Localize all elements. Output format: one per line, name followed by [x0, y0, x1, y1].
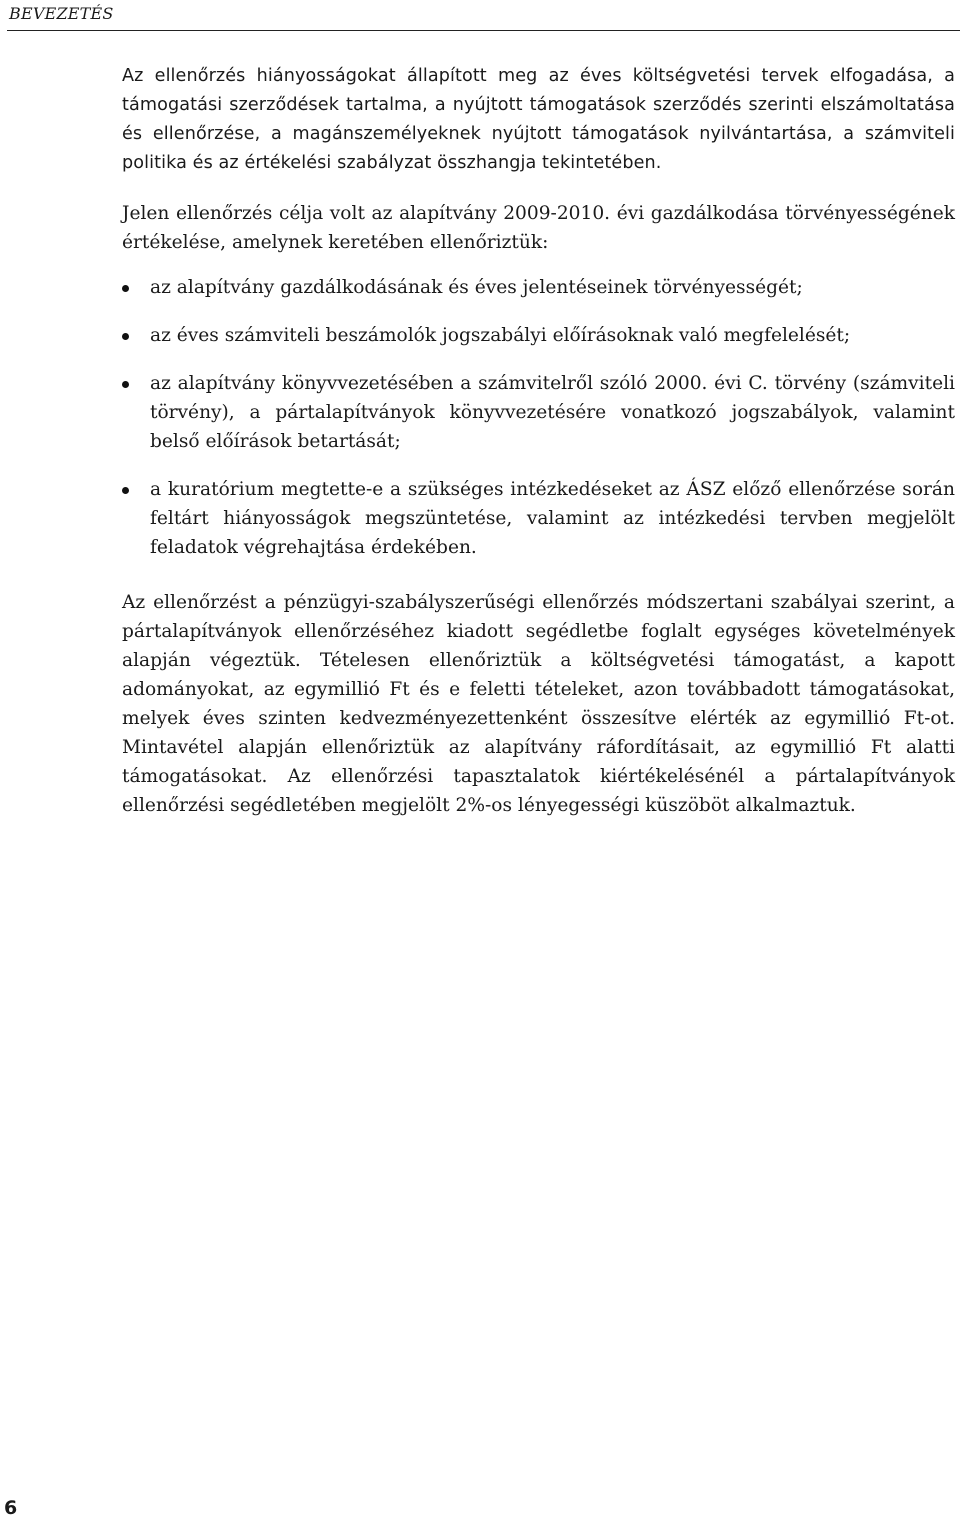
running-header-title: BEVEZETÉS: [9, 4, 114, 23]
header-rule: [7, 30, 960, 31]
list-item: [122, 369, 955, 456]
bullet-icon: [122, 333, 129, 340]
intro-paragraph: Az ellenőrzés hiányosságokat állapított meg az éves költségvetési tervek elfogadása, a támogatási szerződések tartalma, a nyújtott támogatások szerződés szerinti elszámoltatása és ellenőrzése, a magánszemélyeknek nyújtott támogatások nyilvántartása, a számviteli politika és az értékelési szabályzat összhangja tekintetében.: [122, 66, 955, 173]
list-item: [122, 475, 955, 562]
list-item-text: a kuratórium megtette-e a szükséges intézkedéseket az ÁSZ előző ellenőrzése során feltárt hiányosságok megszüntetése, valamint az intézkedési tervben megjelölt feladatok végrehajtása érdekében.: [150, 479, 955, 558]
list-item-text: az alapítvány könyvvezetésében a számvitelről szóló 2000. évi C. törvény (számviteli törvény), a pártalapítványok könyvvezetésére vonatkozó jogszabályok, valamint belső előírások betartását;: [150, 373, 955, 452]
page-body: [122, 62, 955, 820]
bullet-icon: [122, 285, 129, 292]
bullet-icon: [122, 487, 129, 494]
methodology-paragraph: Az ellenőrzést a pénzügyi-szabályszerűségi ellenőrzés módszertani szabályai szerint, a pártalapítványok ellenőrzéséhez kiadott segédletbe foglalt egységes követelmények alapján végeztük. Tételesen ellenőriztük a költségvetési támogatást, a kapott adományokat, az egymillió Ft és e feletti tételeket, azon továbbadott támogatásokat, melyek éves szinten kedvezményezettenként összesítve elérték az egymillió Ft-ot. Mintavétel alapján ellenőriztük az alapítvány ráfordításait, az egymillió Ft alatti támogatásokat. Az ellenőrzési tapasztalatok kiértékelésénél a pártalapítványok ellenőrzési segédletében megjelölt 2%-os lényegességi küszöböt alkalmaztuk.: [122, 592, 955, 816]
bullet-icon: [122, 381, 129, 388]
page-number: 6: [4, 1497, 18, 1519]
list-item: [122, 273, 955, 302]
objective-paragraph: Jelen ellenőrzés célja volt az alapítvány 2009-2010. évi gazdálkodása törvényességének értékelése, amelynek keretében ellenőriztük:: [122, 203, 955, 253]
audit-scope-list: [122, 273, 955, 562]
list-item-text: az éves számviteli beszámolók jogszabályi előírásoknak való megfelelését;: [150, 325, 851, 346]
list-item-text: az alapítvány gazdálkodásának és éves jelentéseinek törvényességét;: [150, 277, 803, 298]
list-item: [122, 321, 955, 350]
